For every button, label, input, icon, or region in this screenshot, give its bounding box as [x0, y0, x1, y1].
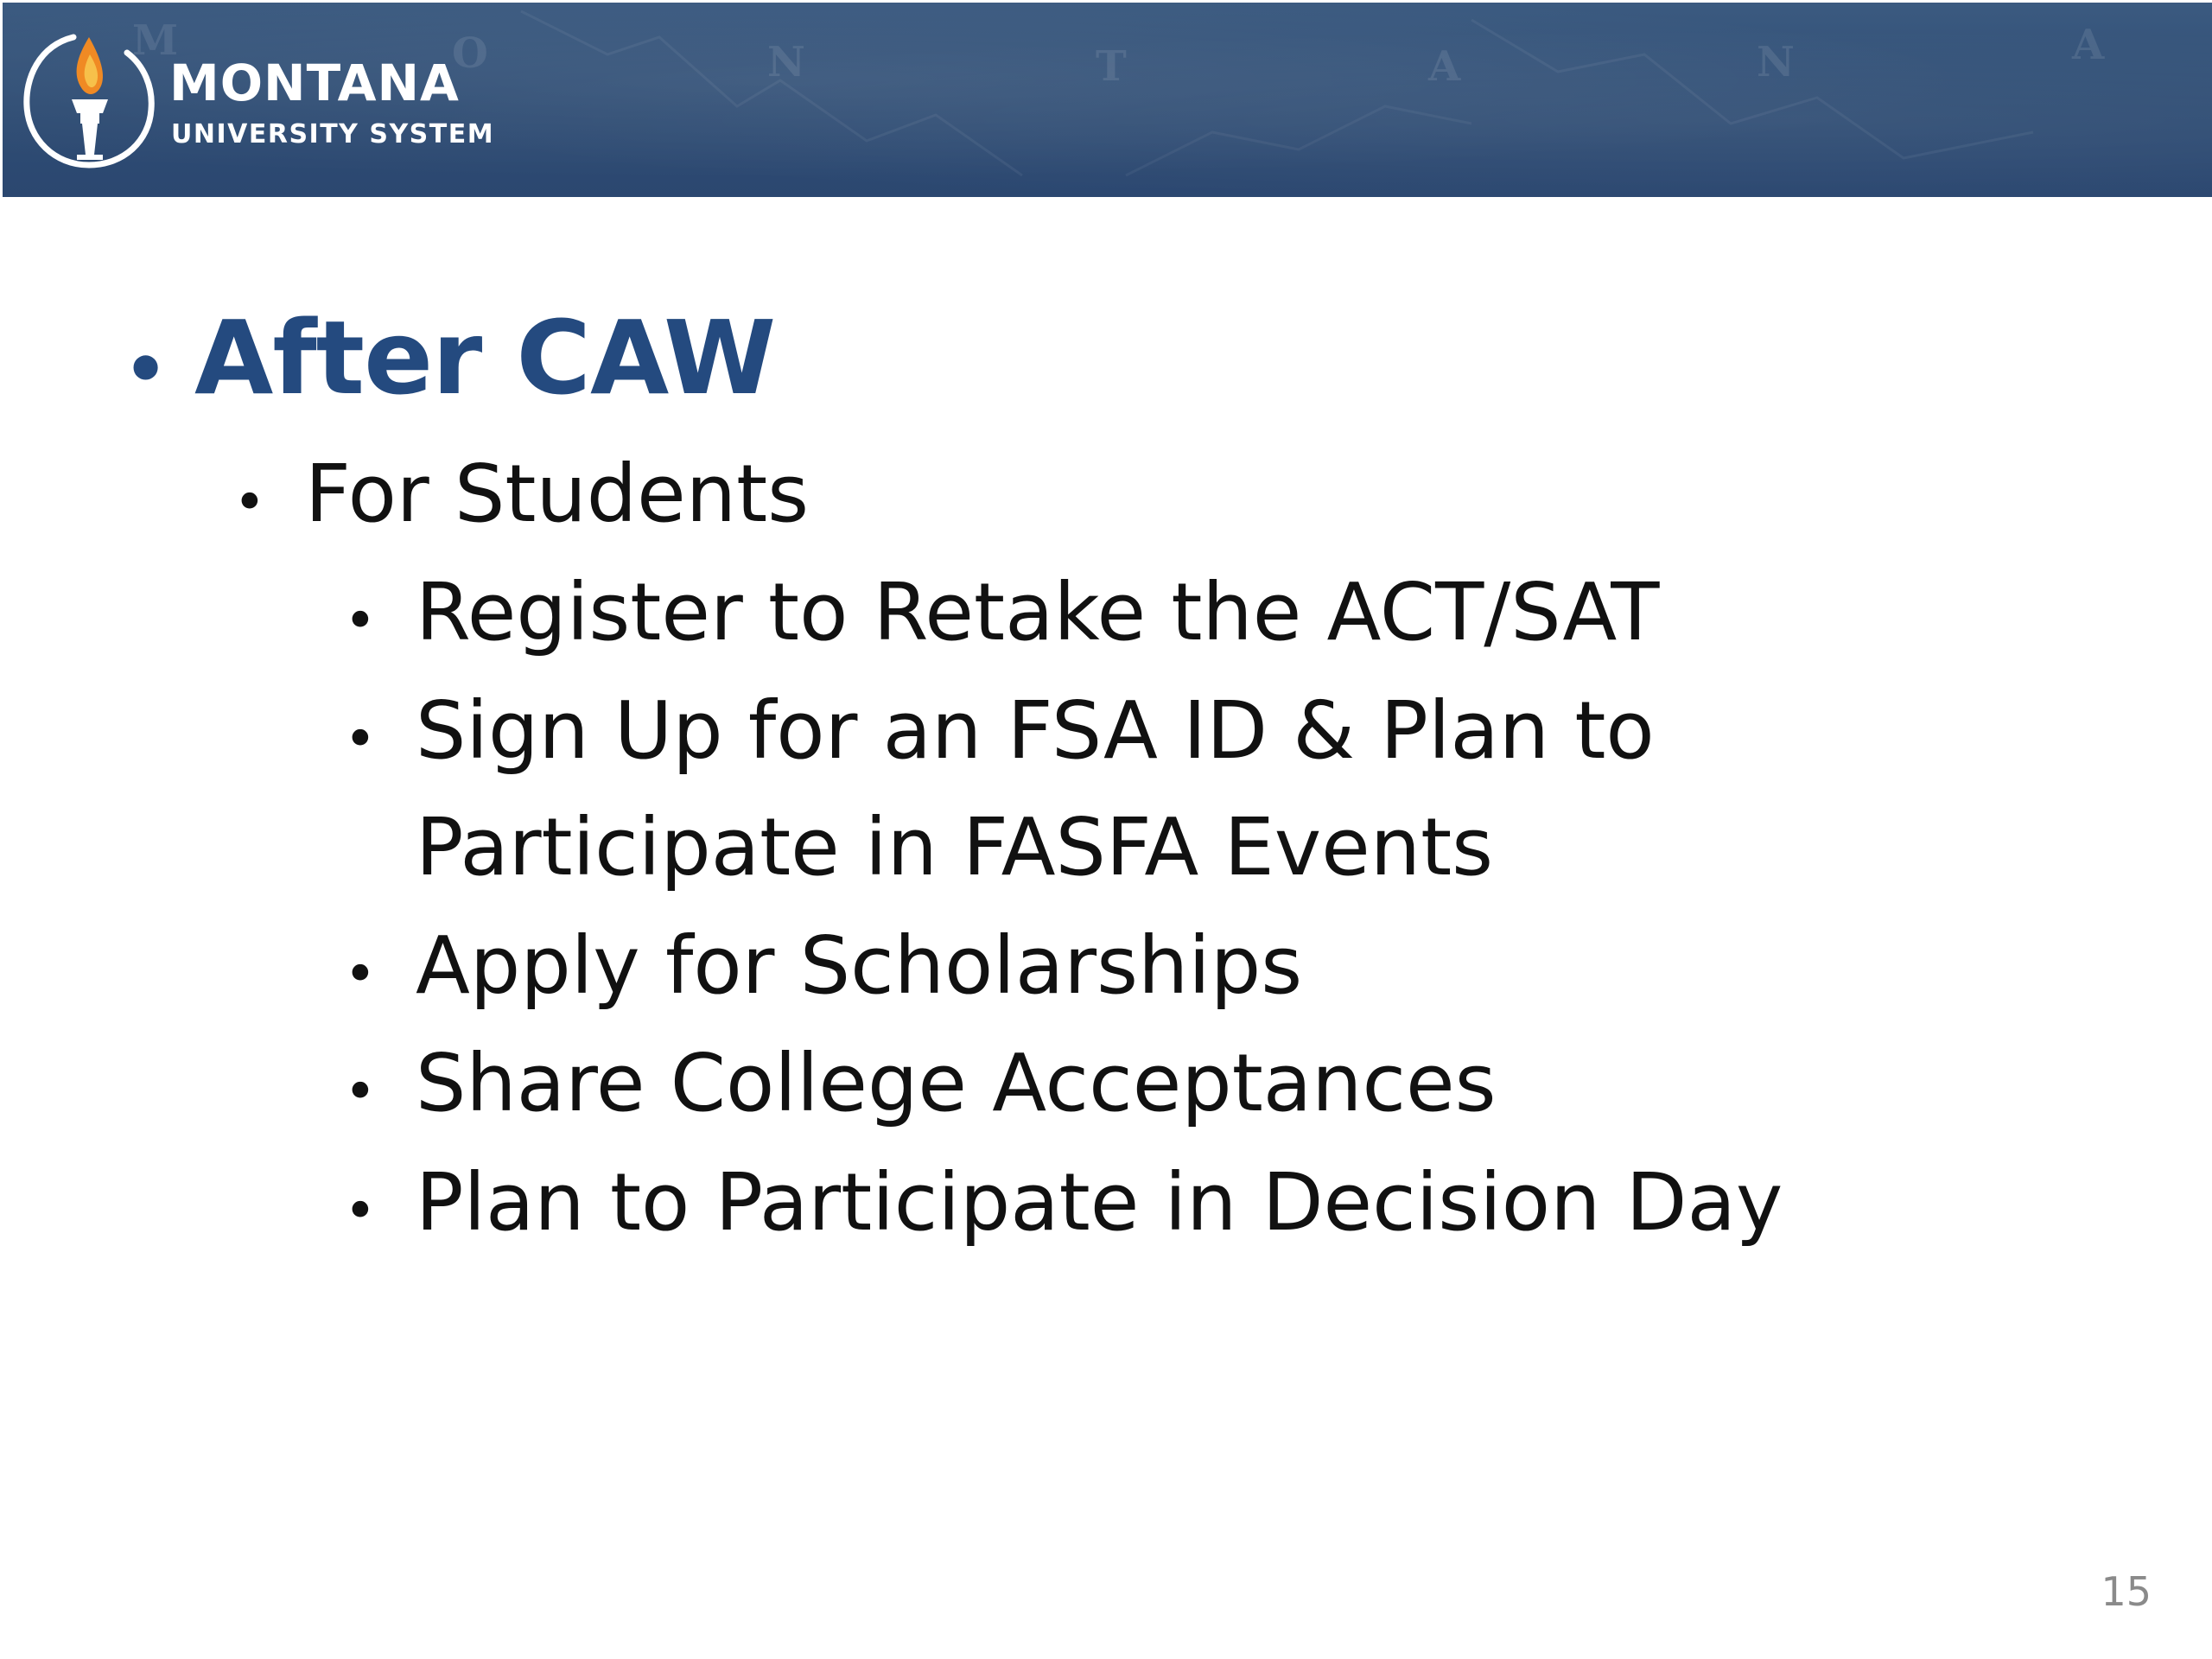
- map-letter: A: [2072, 21, 2105, 69]
- list-item-text: Plan to Participate in Decision Day: [416, 1156, 1783, 1249]
- list-item-text: Sign Up for an FSA ID & Plan to: [416, 684, 1655, 777]
- bullet-dot: •: [344, 1179, 377, 1243]
- map-letter: N: [767, 38, 805, 86]
- map-letter: T: [1096, 42, 1127, 91]
- map-letter: M: [132, 16, 179, 65]
- heading-bullet: [124, 298, 775, 417]
- logo-title: MONTANA: [169, 54, 460, 112]
- bullet-dot: •: [344, 589, 377, 653]
- bullet-dot: •: [124, 329, 168, 410]
- list-item-continuation: Participate in FASFA Events: [416, 801, 1494, 893]
- bullet-dot: •: [233, 471, 266, 535]
- slide-heading: After CAW: [194, 298, 776, 417]
- list-item: [344, 919, 1302, 1012]
- list-item: [344, 1156, 1783, 1249]
- map-letter: A: [1428, 42, 1461, 91]
- list-item: [344, 684, 1655, 777]
- logo-subtitle: UNIVERSITY SYSTEM: [171, 119, 495, 149]
- bullet-dot: •: [344, 708, 377, 772]
- map-letter: O: [452, 29, 488, 78]
- bullet-dot: •: [344, 1060, 377, 1124]
- map-letter: N: [1757, 38, 1795, 86]
- list-item-text: Register to Retake the ACT/SAT: [416, 566, 1660, 658]
- bullet-dot: •: [344, 943, 377, 1007]
- list-item: [344, 1037, 1497, 1129]
- subheading-text: For Students: [305, 448, 810, 540]
- subheading-bullet: [233, 448, 809, 540]
- list-item: [344, 566, 1659, 658]
- list-item-text: Share College Acceptances: [416, 1037, 1497, 1129]
- list-item-text: Apply for Scholarships: [416, 919, 1303, 1012]
- slide-number: 15: [2101, 1568, 2152, 1615]
